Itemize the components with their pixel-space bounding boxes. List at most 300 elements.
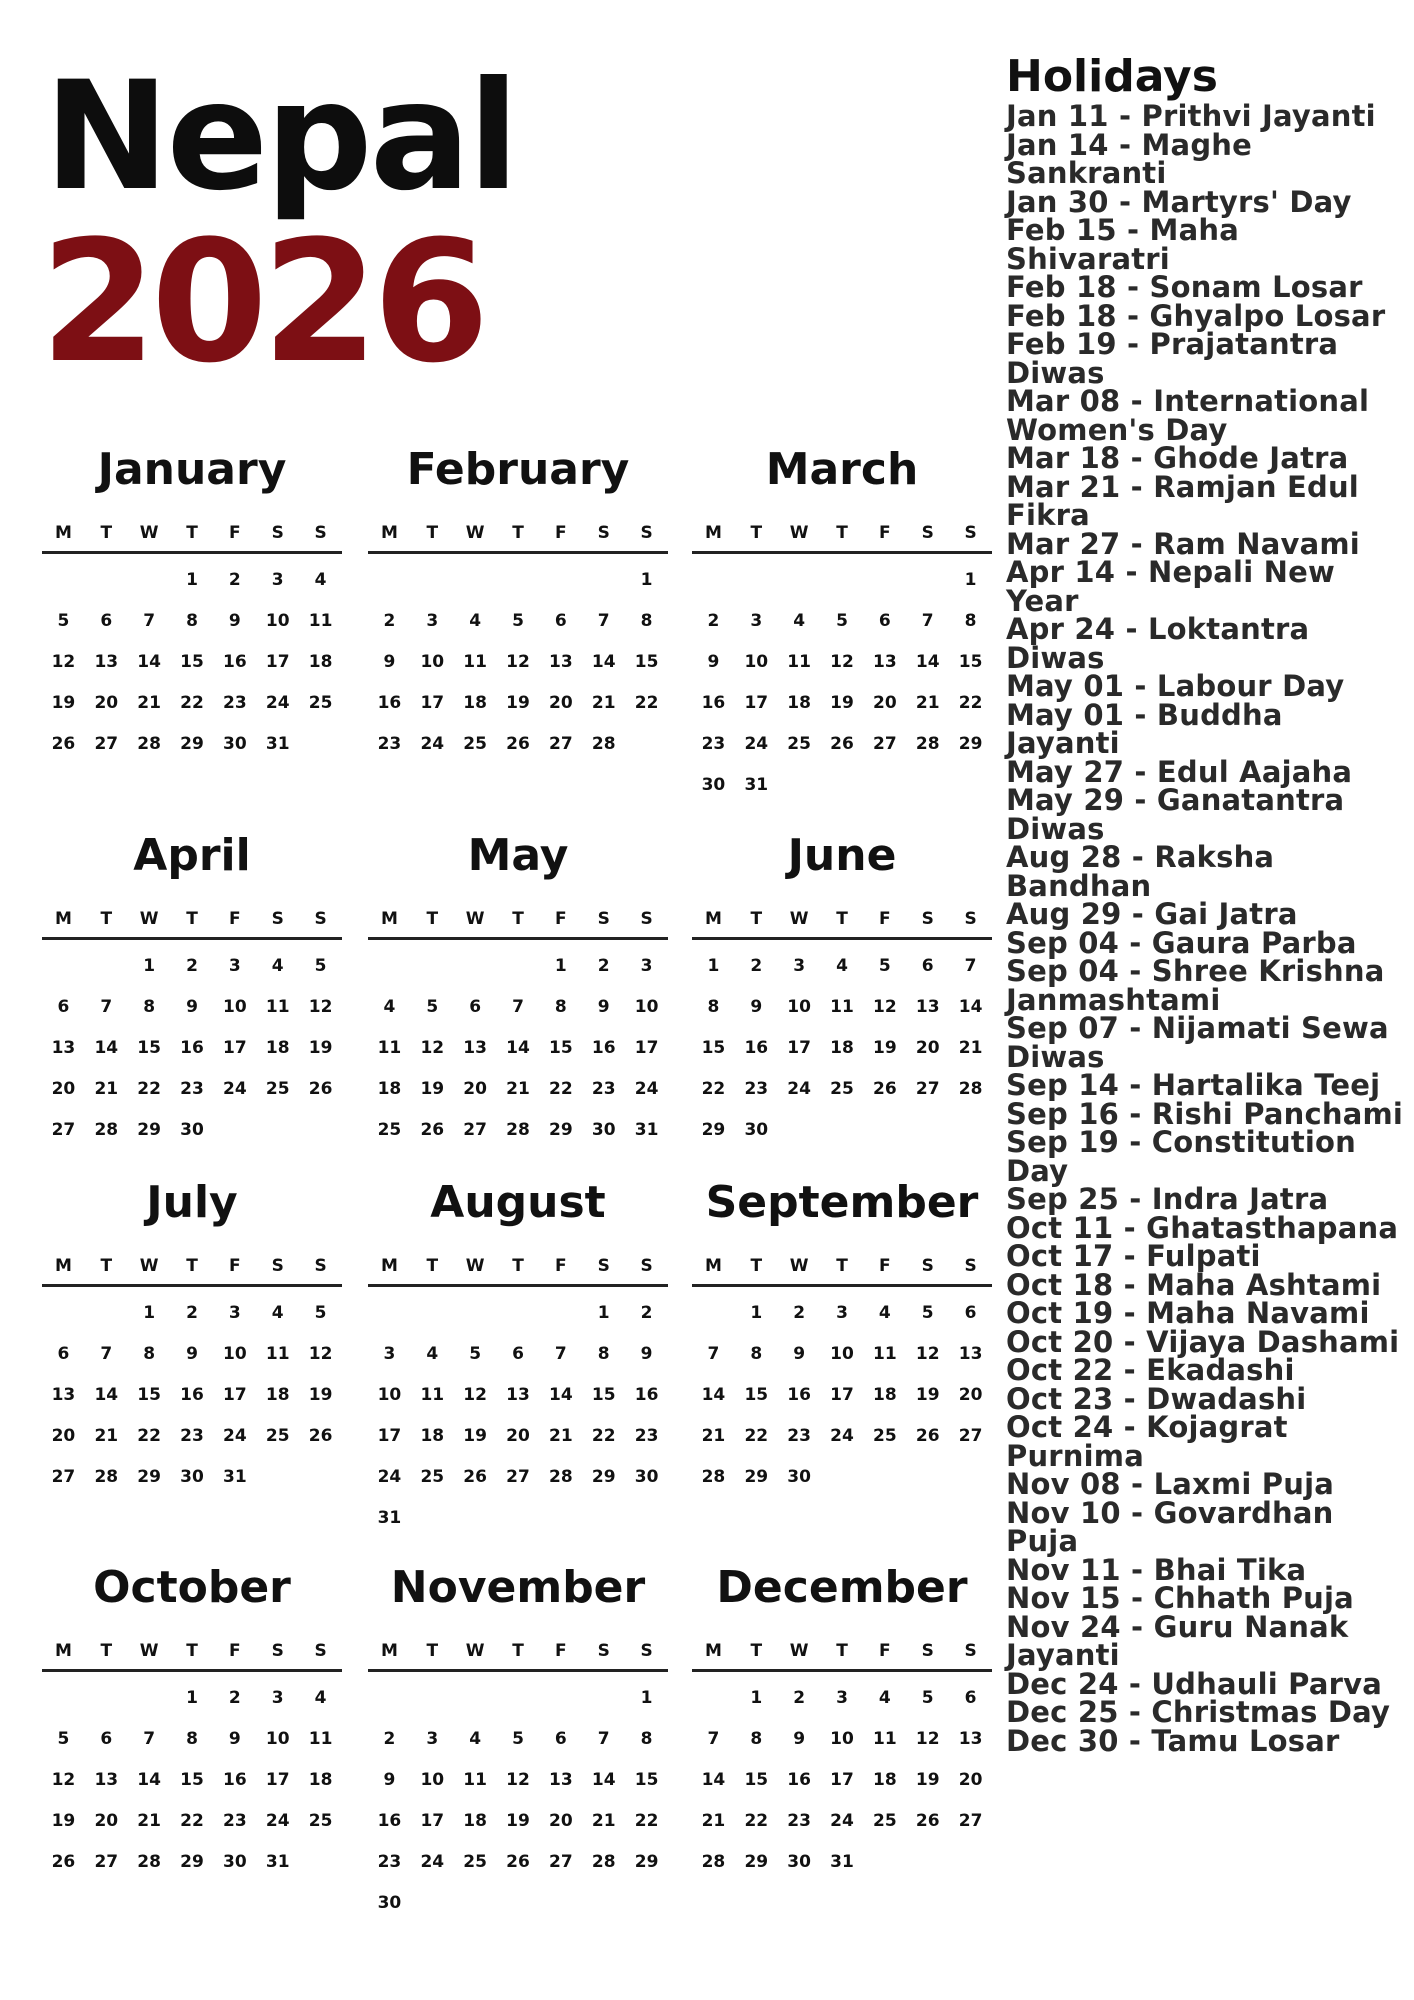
day-cell: 6 <box>554 1729 567 1749</box>
day-cell: 13 <box>873 652 897 672</box>
day-cell: 21 <box>137 1811 161 1831</box>
day-cell: 2 <box>750 956 763 976</box>
day-cell: 4 <box>383 997 396 1017</box>
weekday-label: W <box>465 1255 485 1276</box>
day-cell: 1 <box>964 570 977 590</box>
day-cell: 29 <box>180 1852 204 1872</box>
day-cell: 30 <box>744 1120 769 1140</box>
day-cell: 24 <box>787 1079 811 1099</box>
page-title-year: 2026 <box>40 204 484 400</box>
day-cell: 13 <box>94 1770 119 1790</box>
day-cell: 11 <box>377 1038 402 1058</box>
day-cell: 16 <box>377 1811 402 1831</box>
day-cell: 14 <box>137 1770 161 1790</box>
day-cell: 14 <box>137 652 161 672</box>
day-cell: 6 <box>57 997 70 1017</box>
day-cell: 30 <box>223 1852 247 1872</box>
day-cell: 17 <box>830 1770 854 1790</box>
day-cell: 22 <box>744 1811 769 1831</box>
day-cell: 4 <box>469 1729 482 1749</box>
day-cell: 24 <box>420 1852 445 1872</box>
empty-day-cell <box>128 1678 171 1719</box>
weekday-label: T <box>836 908 848 929</box>
day-cell: 2 <box>640 1303 653 1323</box>
day-cell: 27 <box>958 1426 983 1446</box>
empty-day-cell <box>497 560 540 601</box>
empty-day-cell <box>85 560 128 601</box>
day-cell: 5 <box>314 956 327 976</box>
day-cell: 17 <box>787 1038 811 1058</box>
day-cell: 5 <box>836 611 848 631</box>
weekday-label: F <box>879 522 891 543</box>
day-cell: 2 <box>707 611 720 631</box>
day-cell: 14 <box>94 1385 119 1405</box>
day-cell: 21 <box>549 1426 573 1446</box>
day-cell: 13 <box>915 997 940 1017</box>
weekday-label: W <box>789 522 809 543</box>
day-cell: 19 <box>308 1038 333 1058</box>
day-cell: 8 <box>640 611 653 631</box>
weekday-label: T <box>750 908 763 929</box>
day-cell: 5 <box>921 1688 934 1708</box>
day-cell: 16 <box>377 693 402 713</box>
weekday-label: M <box>704 908 722 929</box>
day-cell: 8 <box>186 611 198 631</box>
day-cell: 11 <box>873 1344 897 1364</box>
day-cell: 1 <box>143 956 156 976</box>
weekday-label: M <box>54 1640 72 1661</box>
day-cell: 14 <box>94 1038 119 1058</box>
day-cell: 23 <box>377 1852 402 1872</box>
day-cell: 3 <box>271 1688 284 1708</box>
weekday-label: M <box>380 908 398 929</box>
weekday-label: S <box>314 1640 327 1661</box>
weekday-label: W <box>465 1640 485 1661</box>
month-june <box>692 820 992 1151</box>
day-cell: 2 <box>228 1688 241 1708</box>
day-cell: 19 <box>51 693 76 713</box>
day-cell: 20 <box>915 1038 940 1058</box>
day-cell: 24 <box>223 1079 247 1099</box>
day-cell: 12 <box>830 652 854 672</box>
day-cell: 26 <box>308 1426 333 1446</box>
day-grid <box>692 1672 992 1883</box>
weekday-label: T <box>186 1640 198 1661</box>
holiday-item: Oct 19 - Maha Navami <box>1006 1296 1370 1330</box>
day-cell: 1 <box>750 1303 763 1323</box>
month-name: May <box>467 830 569 881</box>
weekday-label: T <box>100 1255 113 1276</box>
day-cell: 6 <box>512 1344 524 1364</box>
day-cell: 4 <box>314 1688 327 1708</box>
day-cell: 16 <box>180 1038 204 1058</box>
weekday-label: W <box>465 522 485 543</box>
day-cell: 8 <box>143 1344 156 1364</box>
day-cell: 29 <box>701 1120 726 1140</box>
day-cell: 2 <box>793 1303 806 1323</box>
holiday-item: May 01 - Buddha Jayanti <box>1006 697 1283 760</box>
empty-day-cell <box>411 946 454 987</box>
day-cell: 29 <box>744 1467 769 1487</box>
day-cell: 6 <box>921 956 934 976</box>
day-cell: 9 <box>383 652 396 672</box>
empty-day-cell <box>735 560 778 601</box>
weekday-label: S <box>597 908 610 929</box>
day-cell: 26 <box>420 1120 445 1140</box>
day-cell: 3 <box>228 956 241 976</box>
holiday-item: May 27 - Edul Aajaha <box>1006 754 1353 789</box>
weekday-label: S <box>597 1255 610 1276</box>
empty-day-cell <box>454 946 497 987</box>
weekday-header-row <box>692 514 992 554</box>
day-cell: 28 <box>701 1467 726 1487</box>
month-august <box>368 1167 668 1539</box>
day-cell: 31 <box>634 1120 659 1140</box>
empty-day-cell <box>778 560 821 601</box>
day-cell: 15 <box>137 1038 161 1058</box>
day-cell: 1 <box>143 1303 156 1323</box>
weekday-label: S <box>271 1255 284 1276</box>
weekday-header-row <box>368 514 668 554</box>
day-cell: 5 <box>512 1729 524 1749</box>
holiday-item: May 01 - Labour Day <box>1006 669 1345 703</box>
empty-day-cell <box>539 1678 582 1719</box>
holidays-panel <box>1006 51 1406 1758</box>
holiday-item: May 29 - Ganatantra Diwas <box>1006 783 1345 846</box>
day-cell: 3 <box>426 1729 439 1749</box>
day-cell: 3 <box>228 1303 241 1323</box>
day-cell: 21 <box>915 693 940 713</box>
empty-day-cell <box>497 946 540 987</box>
weekday-label: T <box>426 1640 439 1661</box>
day-cell: 27 <box>549 734 573 754</box>
day-cell: 1 <box>707 956 720 976</box>
weekday-label: W <box>139 1640 159 1661</box>
weekday-label: M <box>380 522 398 543</box>
day-cell: 17 <box>223 1038 247 1058</box>
day-cell: 28 <box>915 734 940 754</box>
weekday-label: F <box>229 1640 241 1661</box>
weekday-label: T <box>512 1640 524 1661</box>
holiday-item: Nov 24 - Guru Nanak Jayanti <box>1006 1609 1349 1672</box>
weekday-label: T <box>426 522 439 543</box>
day-cell: 21 <box>506 1079 530 1099</box>
holiday-item: Mar 27 - Ram Navami <box>1006 526 1360 561</box>
month-name: July <box>146 1177 238 1228</box>
day-cell: 13 <box>94 652 119 672</box>
empty-day-cell <box>454 1678 497 1719</box>
empty-day-cell <box>368 946 411 987</box>
day-cell: 6 <box>878 611 891 631</box>
day-cell: 22 <box>549 1079 573 1099</box>
day-cell: 14 <box>701 1385 726 1405</box>
day-cell: 11 <box>265 997 290 1017</box>
holiday-item: Feb 19 - Prajatantra Diwas <box>1006 327 1339 390</box>
weekday-header-row <box>368 1247 668 1287</box>
weekday-label: F <box>879 1255 891 1276</box>
month-name: March <box>765 444 919 495</box>
day-cell: 10 <box>830 1344 854 1364</box>
holiday-item: Sep 14 - Hartalika Teej <box>1006 1068 1381 1102</box>
weekday-label: M <box>380 1640 398 1661</box>
day-cell: 11 <box>420 1385 445 1405</box>
day-cell: 28 <box>94 1120 119 1140</box>
day-cell: 10 <box>377 1385 402 1405</box>
day-cell: 3 <box>793 956 806 976</box>
day-cell: 1 <box>750 1688 763 1708</box>
day-cell: 18 <box>873 1385 897 1405</box>
day-cell: 19 <box>915 1770 940 1790</box>
day-cell: 4 <box>426 1344 439 1364</box>
weekday-label: S <box>314 522 327 543</box>
day-grid <box>692 554 992 806</box>
month-march <box>692 434 992 806</box>
weekday-label: T <box>186 1255 198 1276</box>
weekday-label: M <box>704 1255 722 1276</box>
day-cell: 1 <box>640 570 653 590</box>
weekday-label: W <box>139 522 159 543</box>
holiday-item: Oct 11 - Ghatasthapana <box>1006 1210 1399 1245</box>
day-cell: 13 <box>958 1344 983 1364</box>
day-cell: 6 <box>100 1729 113 1749</box>
day-cell: 17 <box>377 1426 402 1446</box>
empty-day-cell <box>906 560 949 601</box>
day-cell: 29 <box>634 1852 659 1872</box>
day-cell: 13 <box>549 1770 573 1790</box>
day-cell: 14 <box>549 1385 573 1405</box>
day-cell: 23 <box>180 1426 204 1446</box>
weekday-label: S <box>640 522 653 543</box>
day-cell: 18 <box>420 1426 445 1446</box>
day-cell: 16 <box>634 1385 659 1405</box>
day-cell: 24 <box>744 734 769 754</box>
day-cell: 10 <box>265 1729 290 1749</box>
empty-day-cell <box>411 560 454 601</box>
day-cell: 28 <box>137 734 161 754</box>
day-cell: 30 <box>591 1120 616 1140</box>
day-cell: 30 <box>377 1893 402 1913</box>
day-cell: 10 <box>744 652 769 672</box>
day-cell: 18 <box>787 693 811 713</box>
day-cell: 27 <box>873 734 897 754</box>
weekday-label: S <box>964 1255 977 1276</box>
day-cell: 15 <box>180 1770 204 1790</box>
empty-day-cell <box>692 1293 735 1334</box>
weekday-label: F <box>229 522 241 543</box>
day-cell: 20 <box>51 1079 76 1099</box>
weekday-label: S <box>640 1640 653 1661</box>
weekday-header-row <box>368 900 668 940</box>
day-cell: 5 <box>878 956 891 976</box>
holiday-item: Sep 04 - Shree Krishna Janmashtami <box>1006 954 1385 1017</box>
day-cell: 31 <box>744 775 769 795</box>
day-cell: 2 <box>186 1303 198 1323</box>
day-cell: 3 <box>426 611 439 631</box>
month-may <box>368 820 668 1151</box>
weekday-header-row <box>42 1247 342 1287</box>
day-cell: 24 <box>420 734 445 754</box>
day-cell: 21 <box>958 1038 983 1058</box>
empty-day-cell <box>497 1293 540 1334</box>
day-cell: 22 <box>958 693 983 713</box>
day-cell: 12 <box>51 652 76 672</box>
weekday-label: T <box>512 522 524 543</box>
day-cell: 15 <box>744 1385 769 1405</box>
day-cell: 7 <box>143 611 156 631</box>
day-cell: 8 <box>554 997 567 1017</box>
day-cell: 11 <box>830 997 854 1017</box>
day-cell: 1 <box>554 956 567 976</box>
weekday-label: S <box>271 522 284 543</box>
day-cell: 28 <box>701 1852 726 1872</box>
holiday-item: Nov 10 - Govardhan Puja <box>1006 1495 1334 1558</box>
month-october <box>42 1552 342 1883</box>
day-cell: 18 <box>463 1811 487 1831</box>
day-cell: 11 <box>463 1770 487 1790</box>
month-april <box>42 820 342 1151</box>
day-cell: 4 <box>836 956 848 976</box>
day-cell: 26 <box>463 1467 487 1487</box>
holiday-item: Feb 18 - Sonam Losar <box>1006 270 1363 304</box>
day-cell: 18 <box>308 652 333 672</box>
day-cell: 22 <box>634 1811 659 1831</box>
day-cell: 1 <box>597 1303 610 1323</box>
day-grid <box>42 1287 342 1498</box>
day-cell: 30 <box>787 1467 811 1487</box>
day-cell: 28 <box>506 1120 530 1140</box>
weekday-label: T <box>100 1640 113 1661</box>
day-cell: 21 <box>701 1811 726 1831</box>
day-cell: 21 <box>591 1811 616 1831</box>
weekday-label: F <box>555 1255 567 1276</box>
holiday-item: Oct 17 - Fulpati <box>1006 1239 1261 1273</box>
weekday-label: T <box>750 1255 763 1276</box>
month-november <box>368 1552 668 1924</box>
day-cell: 25 <box>420 1467 445 1487</box>
day-cell: 9 <box>597 997 610 1017</box>
weekday-label: F <box>555 908 567 929</box>
day-grid <box>42 940 342 1151</box>
day-cell: 7 <box>707 1729 720 1749</box>
empty-day-cell <box>85 946 128 987</box>
day-cell: 14 <box>701 1770 726 1790</box>
weekday-label: S <box>921 522 934 543</box>
day-cell: 22 <box>137 1079 161 1099</box>
day-cell: 17 <box>265 652 290 672</box>
holiday-item: Jan 30 - Martyrs' Day <box>1006 184 1352 219</box>
day-cell: 25 <box>830 1079 854 1099</box>
day-cell: 9 <box>707 652 720 672</box>
weekday-label: S <box>314 908 327 929</box>
day-cell: 7 <box>512 997 524 1017</box>
day-cell: 24 <box>634 1079 659 1099</box>
day-cell: 24 <box>223 1426 247 1446</box>
day-cell: 31 <box>377 1508 402 1528</box>
holiday-item: Apr 24 - Loktantra Diwas <box>1006 612 1310 675</box>
day-cell: 9 <box>186 1344 198 1364</box>
day-grid <box>368 1672 668 1924</box>
day-cell: 16 <box>180 1385 204 1405</box>
day-cell: 26 <box>51 1852 76 1872</box>
weekday-label: F <box>555 1640 567 1661</box>
weekday-label: S <box>597 522 610 543</box>
day-cell: 7 <box>964 956 977 976</box>
day-cell: 4 <box>793 611 806 631</box>
day-cell: 8 <box>750 1729 763 1749</box>
day-cell: 7 <box>597 611 610 631</box>
day-cell: 8 <box>750 1344 763 1364</box>
day-cell: 13 <box>506 1385 530 1405</box>
month-december <box>692 1552 992 1883</box>
day-cell: 16 <box>223 1770 247 1790</box>
day-grid <box>692 1287 992 1498</box>
weekday-label: F <box>879 908 891 929</box>
weekday-label: M <box>704 1640 722 1661</box>
day-cell: 25 <box>463 1852 487 1872</box>
day-cell: 30 <box>634 1467 659 1487</box>
day-cell: 2 <box>383 1729 396 1749</box>
weekday-label: S <box>921 1255 934 1276</box>
day-cell: 26 <box>830 734 854 754</box>
day-cell: 22 <box>180 693 204 713</box>
day-cell: 7 <box>597 1729 610 1749</box>
weekday-label: M <box>54 908 72 929</box>
day-cell: 21 <box>137 693 161 713</box>
day-cell: 17 <box>265 1770 290 1790</box>
holiday-item: Jan 14 - Maghe Sankranti <box>1006 127 1252 190</box>
day-cell: 27 <box>958 1811 983 1831</box>
day-cell: 24 <box>265 693 290 713</box>
day-cell: 18 <box>463 693 487 713</box>
empty-day-cell <box>128 560 171 601</box>
day-cell: 22 <box>591 1426 616 1446</box>
day-cell: 10 <box>420 652 445 672</box>
day-cell: 12 <box>308 1344 333 1364</box>
day-cell: 2 <box>383 611 396 631</box>
empty-day-cell <box>42 560 85 601</box>
day-cell: 13 <box>463 1038 487 1058</box>
weekday-label: M <box>380 1255 398 1276</box>
day-cell: 5 <box>426 997 439 1017</box>
month-september <box>692 1167 992 1498</box>
day-cell: 10 <box>420 1770 445 1790</box>
empty-day-cell <box>821 560 864 601</box>
holiday-list <box>1006 99 1406 1758</box>
day-cell: 12 <box>420 1038 445 1058</box>
weekday-label: T <box>426 908 439 929</box>
weekday-label: S <box>921 908 934 929</box>
day-cell: 3 <box>383 1344 396 1364</box>
holiday-item: Nov 08 - Laxmi Puja <box>1006 1467 1334 1501</box>
day-cell: 7 <box>100 1344 113 1364</box>
month-name: February <box>406 444 630 495</box>
day-cell: 29 <box>549 1120 573 1140</box>
day-cell: 1 <box>186 570 198 590</box>
day-cell: 25 <box>308 1811 333 1831</box>
weekday-label: S <box>271 908 284 929</box>
day-cell: 13 <box>549 652 573 672</box>
holiday-item: Aug 29 - Gai Jatra <box>1006 897 1298 931</box>
month-name: April <box>133 830 251 881</box>
day-cell: 29 <box>180 734 204 754</box>
day-grid <box>42 554 342 765</box>
day-cell: 19 <box>308 1385 333 1405</box>
day-cell: 22 <box>180 1811 204 1831</box>
day-cell: 7 <box>554 1344 567 1364</box>
weekday-header-row <box>42 514 342 554</box>
month-name: August <box>430 1177 606 1228</box>
holidays-title: Holidays <box>1006 51 1218 102</box>
